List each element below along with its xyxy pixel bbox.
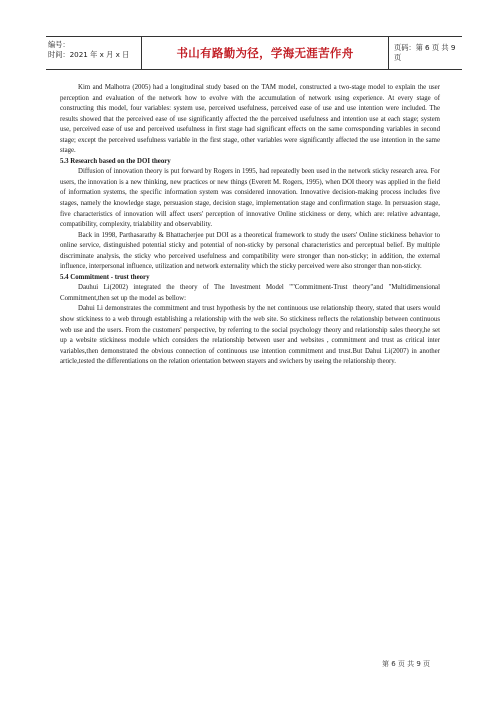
header-page-info: 页码：第 6 页 共 9 页 [394, 43, 456, 62]
header-motto: 书山有路勤为径，学海无涯苦作舟 [142, 37, 389, 69]
number-label: 编号： [48, 40, 70, 49]
paragraph-investment-model: Dauhui Li(2002) integrated the theory of The Investment Model ""Commitment-Trust theory"and "Multidimensional Commitment,then set up the model as bellow: [60, 284, 440, 302]
page-footer: 第 6 页 共 9 页 [382, 660, 431, 668]
section-heading-doi: 5.3 Research based on the DOI theory [60, 157, 171, 165]
time-label: 时间：2021 年 x 月 x 日 [48, 50, 130, 59]
paragraph-tam-study: Kim and Malhotra (2005) had a longitudinal study based on the TAM model, constructed a two-stage model to explain the user perception and evaluation of the network how to evolve with the accumulation of network using experience. At every stage of constructing this model, four variables: system use, perceived usefulness, perceived ease of use and use intention were included. The results showed that the perceived ease of use significantly affected the the perceived usefulness and intention use at each stage; system use, perceived ease of use and perceived usefulness in first stage had significant effects on the same corresponding variables in second stage; except the perceived usefulness variable in the first stage, other variables were significantly affected the use intention in the same stage. [60, 84, 440, 155]
paragraph-doi-theory: Diffusion of innovation theory is put forward by Rogers in 1995, had repeatedly been used in the network sticky research area. For users, the innovation is a new thinking, new practices or new things (Everett M. Rogers, 1995), when DOI theory was applied in the field of information systems, the specific information system was considered innovation. Innovative decision-making process includes five stages, namely the knowledge stage, persuasion stage, decision stage, implementation stage and confirmation stage. In persuasion stage, five characteristics of innovation will affect users' perception of innovative Online stickiness or deny, which are: relative advantage, compatibility, complexity, trialability and observability. [60, 168, 440, 229]
header-meta [46, 37, 142, 69]
section-heading-commitment-trust: 5.4 Commitment - trust theory [60, 273, 150, 281]
page-header [46, 36, 462, 70]
document-body [60, 83, 440, 368]
paragraph-commitment-hypothesis: Dahui Li demonstrates the commitment and trust hypothesis by the net continuous use relationship theory, stated that users would show stickiness to a web through establishing a relationship with the web site. So stickiness reflects the relationship between continuous web use and the users. From the customers' perspective, by referring to the social psychology theory and relationship sales theory,he set up a website stickiness module which considers the relationship between user and websites , commitment and trust as critical inter variables,then demonstrated the obvious connection of continuous use intention commitment and trust.But Dahui Li(2007) in another article,tested the differentiations on the relation orientation between stayers and swichers by useing the relationship theory. [60, 305, 440, 366]
paragraph-doi-framework: Back in 1998, Parthasarathy & Bhattacherjee put DOI as a theoretical framework to study the users' Online stickiness behavior to online service, distinguished potential sticky and potential of non-sticky by personal characteristics and perceptual belief. By multiple discriminate analysis, the sticky who perceived usefulness and compatibility were stronger than non-sticky; in addition, the external influence, interpersonal influence, utilization and network externality which the sticky perceived were also stronger than non-sticky. [60, 231, 440, 271]
